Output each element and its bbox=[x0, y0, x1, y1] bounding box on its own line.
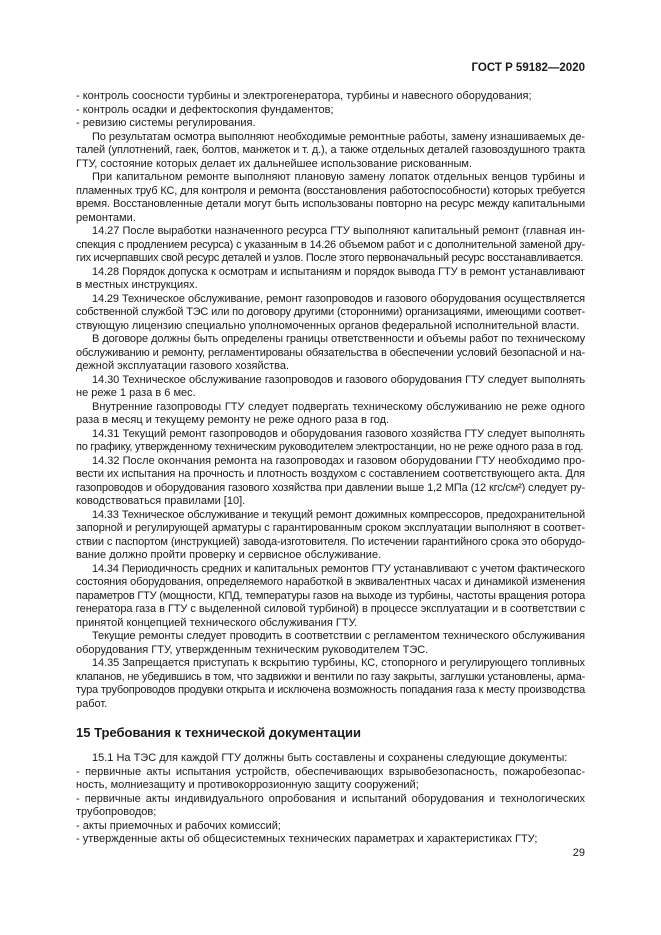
text-line: ствующую лицензию специально уполномоченных органов федеральной исполнительной власти. bbox=[76, 319, 580, 332]
text-line: раза в месяц и текущему ремонту не реже одного раза в год. bbox=[76, 414, 390, 427]
list-item-alignment-check bbox=[76, 90, 585, 104]
text-line: - ревизию системы регулирования. bbox=[76, 117, 256, 130]
text-line: талей (уплотнений, гаек, болтов, манжеток и т. д.), а также отдельных деталей газовоздушного тракта bbox=[76, 144, 585, 157]
text-line: работ. bbox=[76, 697, 108, 710]
text-line: Текущие ремонты следует проводить в соответствии с регламентом технического обслуживания bbox=[92, 630, 585, 643]
text-line: оборудования ГТУ, утвержденным техническим руководителем ТЭС. bbox=[76, 643, 429, 656]
text-line: 14.33 Техническое обслуживание и текущий ремонт дожимных компрессоров, предохранительной bbox=[92, 508, 585, 521]
text-line: спекция с продлением ресурса) с указанным в 14.26 объемом работ и с дополнительной заменой дру- bbox=[76, 238, 585, 251]
text-line: по графику, утвержденному техническим руководителем электростанции, но не реже одного раза в год. bbox=[76, 441, 584, 454]
clause-14-33 bbox=[76, 509, 585, 563]
text-line: 15.1 На ТЭС для каждой ГТУ должны быть составлены и сохранены следующие документы: bbox=[92, 752, 568, 765]
paragraph-major-overhaul bbox=[76, 171, 585, 225]
text-line: - контроль соосности турбины и электрогенератора, турбины и навесного оборудования; bbox=[76, 90, 532, 103]
text-line: пламенных труб КС, для контроля и ремонта (восстановления работоспособности) которых требуется bbox=[76, 184, 585, 197]
text-line: ГТУ, состояние которых делает их дальнейшее использование рискованным. bbox=[76, 157, 472, 170]
paragraph-contract-terms bbox=[76, 333, 585, 374]
text-line: вание должно пройти проверку и сервисное обслуживание. bbox=[76, 549, 382, 562]
list-item-commission-acts bbox=[76, 820, 585, 834]
text-line: По результатам осмотра выполняют необходимые ремонтные работы, замену изнашиваемых де- bbox=[92, 130, 585, 143]
text-line: В договоре должны быть определены границы ответственности и объемы работ по техническому bbox=[92, 333, 585, 346]
text-line: собственной службой ТЭС или по договору другими (сторонними) организациями, имеющими соответ- bbox=[76, 306, 585, 319]
clause-14-28 bbox=[76, 266, 585, 293]
text-line: 14.28 Порядок допуска к осмотрам и испытаниям и порядок вывода ГТУ в ремонт устанавливают bbox=[92, 265, 585, 278]
text-line: 14.35 Запрещается приступать к вскрытию турбины, КС, стопорного и регулирующего топливных bbox=[92, 657, 585, 670]
text-line: ремонтами. bbox=[76, 211, 136, 224]
section-15-body bbox=[76, 752, 585, 847]
list-item-equipment-test-acts bbox=[76, 793, 585, 820]
text-line: - первичные акты индивидуального опробования и испытаний оборудования и технологических bbox=[76, 792, 585, 805]
clause-14-27 bbox=[76, 225, 585, 266]
text-line: 14.29 Техническое обслуживание, ремонт газопроводов и газового оборудования осуществляется bbox=[92, 292, 585, 305]
text-line: в местных инструкциях. bbox=[76, 279, 198, 292]
section-14-body bbox=[76, 90, 585, 711]
text-line: время. Восстановленные детали могут быть использованы повторно на ресурс между капитальными bbox=[76, 198, 585, 211]
text-line: 14.30 Техническое обслуживание газопроводов и газового оборудования ГТУ следует выполнять bbox=[92, 373, 585, 386]
paragraph-internal-pipelines bbox=[76, 401, 585, 428]
text-line: - контроль осадки и дефектоскопия фундаментов; bbox=[76, 103, 334, 116]
text-line: - акты приемочных и рабочих комиссий; bbox=[76, 819, 281, 832]
text-line: 14.34 Периодичность средних и капитальных ремонтов ГТУ устанавливают с учетом фактического bbox=[92, 562, 585, 575]
text-line: 14.27 После выработки назначенного ресурса ГТУ выполняют капитальный ремонт (главная ин- bbox=[92, 225, 585, 238]
clause-14-29 bbox=[76, 293, 585, 334]
section-heading: 15 Требования к технической документации bbox=[76, 725, 361, 740]
clause-15-1 bbox=[76, 752, 585, 766]
clause-14-30 bbox=[76, 374, 585, 401]
list-item-governor-revision bbox=[76, 117, 585, 131]
text-line: Внутренние газопроводы ГТУ следует подвергать техническому обслуживанию не реже одного bbox=[92, 400, 585, 413]
paragraph-current-repairs bbox=[76, 630, 585, 657]
text-line: параметров ГТУ (мощности, КПД, температуры газов на выходе из турбины, частоты вращения ротора bbox=[76, 589, 585, 602]
list-item-system-parameters-acts bbox=[76, 833, 585, 847]
text-line: трубопроводов; bbox=[76, 806, 157, 819]
text-line: ководствоваться правилами [10]. bbox=[76, 495, 246, 508]
text-line: вести их испытания на прочность и плотность воздухом с составлением соответствующего акта. Для bbox=[76, 468, 585, 481]
text-line: принятой концепцией технического обслуживания ГТУ. bbox=[76, 616, 358, 629]
list-item-foundation-check bbox=[76, 104, 585, 118]
text-line: тура трубопроводов продувки открыта и исключена возможность попадания газа к месту производства bbox=[76, 684, 585, 697]
clause-14-35 bbox=[76, 657, 585, 711]
document-code: ГОСТ Р 59182—2020 bbox=[471, 62, 585, 74]
text-line: обслуживанию и ремонту, регламентированы обязательства в обеспечении условий безопасной и на- bbox=[76, 346, 585, 359]
text-line: состояния оборудования, определяемого наработкой в эквивалентных часах и динамикой изменения bbox=[76, 576, 585, 589]
text-line: При капитальном ремонте выполняют плановую замену лопаток отдельных венцов турбины и bbox=[92, 171, 585, 184]
text-line: генератора газа в ГТУ с выделенной силовой турбиной) в процессе эксплуатации и в соответствии с bbox=[76, 603, 585, 616]
text-line: не реже 1 раза в 6 мес. bbox=[76, 387, 196, 400]
text-line: ствии с паспортом (инструкцией) завода-изготовителя. По истечении гарантийного срока это оборудо- bbox=[76, 535, 585, 548]
text-line: клапанов, не убедившись в том, что задвижки и вентили по газу закрыты, заглушки установлены, арма- bbox=[76, 670, 585, 683]
text-line: - первичные акты испытания устройств, обеспечивающих взрывобезопасность, пожаробезопас- bbox=[76, 765, 585, 778]
text-line: ность, молниезащиту и противокоррозионную защиту сооружений; bbox=[76, 779, 419, 792]
paragraph-inspection-results bbox=[76, 131, 585, 172]
text-line: 14.32 После окончания ремонта на газопроводах и газовом оборудовании ГТУ необходимо про- bbox=[92, 454, 585, 467]
list-item-safety-test-acts bbox=[76, 766, 585, 793]
page-number: 29 bbox=[572, 847, 585, 859]
clause-14-34 bbox=[76, 563, 585, 631]
text-line: газопроводов и оборудования газового хозяйства при давлении выше 1,2 МПа (12 кгс/см²) следует ру- bbox=[76, 481, 585, 494]
clause-14-32 bbox=[76, 455, 585, 509]
text-line: - утвержденные акты об общесистемных технических параметрах и характеристиках ГТУ; bbox=[76, 833, 538, 846]
text-line: дежной эксплуатации газового хозяйства. bbox=[76, 360, 290, 373]
clause-14-31 bbox=[76, 428, 585, 455]
text-line: гих исчерпавших свой ресурс деталей и узлов. После этого первоначальный ресурс восстанавливается. bbox=[76, 252, 584, 265]
text-line: 14.31 Текущий ремонт газопроводов и оборудования газового хозяйства ГТУ следует выполнять bbox=[92, 427, 585, 440]
text-line: запорной и регулирующей арматуры с гарантированным сроком эксплуатации выполняют в соответ- bbox=[76, 522, 585, 535]
